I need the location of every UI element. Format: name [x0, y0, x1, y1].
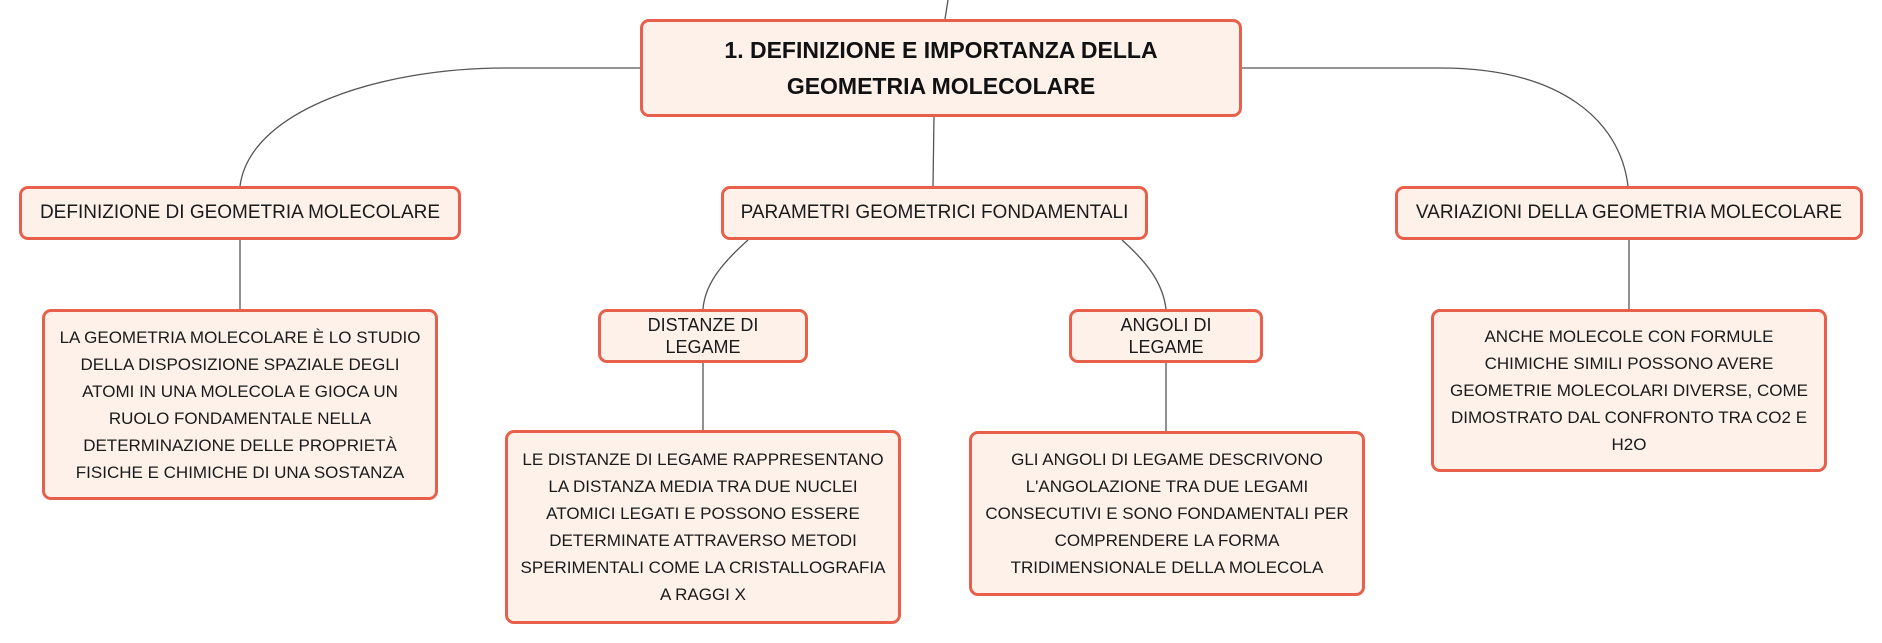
subtopic-angoli-label: ANGOLI DI LEGAME — [1120, 315, 1212, 357]
connector-parent-to-root — [945, 0, 948, 19]
detail-variazioni-text: ANCHE MOLECOLE CON FORMULE CHIMICHE SIMILI POSSONO AVERE GEOMETRIE MOLECOLARI DIVERSE, COME DIMOSTRATO DAL CONFRONTO TRA CO2 E H2O — [1449, 327, 1808, 454]
detail-definizione-text: LA GEOMETRIA MOLECOLARE È LO STUDIO DELLA DISPOSIZIONE SPAZIALE DEGLI ATOMI IN UNA MOLECOLA E GIOCA UN RUOLO FONDAMENTALE NELLA DETERMINAZIONE DELLE PROPRIETÀ FISICHE E CHIMICHE DI UNA SOSTANZA — [59, 327, 421, 482]
topic-parametri-label: PARAMETRI GEOMETRICI FONDAMENTALI — [740, 202, 1129, 223]
topic-definizione-node[interactable] — [19, 186, 461, 240]
topic-variazioni-node[interactable] — [1395, 186, 1863, 240]
subtopic-distanze-node[interactable] — [598, 309, 808, 363]
root-topic-title: 1. DEFINIZIONE E IMPORTANZA DELLA GEOMETRIA MOLECOLARE — [724, 37, 1158, 99]
topic-parametri-node[interactable] — [721, 186, 1148, 240]
detail-distanze-node[interactable] — [505, 430, 901, 624]
connector-root-to-parametri — [933, 117, 934, 186]
root-topic-node[interactable] — [640, 19, 1242, 117]
connector-parametri-to-angoli — [1122, 240, 1166, 309]
detail-definizione-node[interactable] — [42, 309, 438, 500]
connector-root-to-definizione — [240, 68, 640, 186]
detail-angoli-text: GLI ANGOLI DI LEGAME DESCRIVONO L'ANGOLAZIONE TRA DUE LEGAMI CONSECUTIVI E SONO FONDAMENTALI PER COMPRENDERE LA FORMA TRIDIMENSIONALE DELLA MOLECOLA — [985, 450, 1349, 577]
subtopic-distanze-label: DISTANZE DI LEGAME — [647, 315, 759, 357]
connector-root-to-variazioni — [1242, 68, 1628, 186]
connector-parametri-to-distanze — [703, 240, 748, 309]
subtopic-angoli-node[interactable] — [1069, 309, 1263, 363]
detail-variazioni-node[interactable] — [1431, 309, 1827, 472]
topic-definizione-label: DEFINIZIONE DI GEOMETRIA MOLECOLARE — [39, 202, 441, 223]
detail-angoli-node[interactable] — [969, 431, 1365, 596]
topic-variazioni-label: VARIAZIONI DELLA GEOMETRIA MOLECOLARE — [1415, 202, 1843, 223]
detail-distanze-text: LE DISTANZE DI LEGAME RAPPRESENTANO LA DISTANZA MEDIA TRA DUE NUCLEI ATOMICI LEGATI E POSSONO ESSERE DETERMINATE ATTRAVERSO METODI SPERIMENTALI COME LA CRISTALLOGRAFIA A RAGGI X — [520, 450, 886, 604]
